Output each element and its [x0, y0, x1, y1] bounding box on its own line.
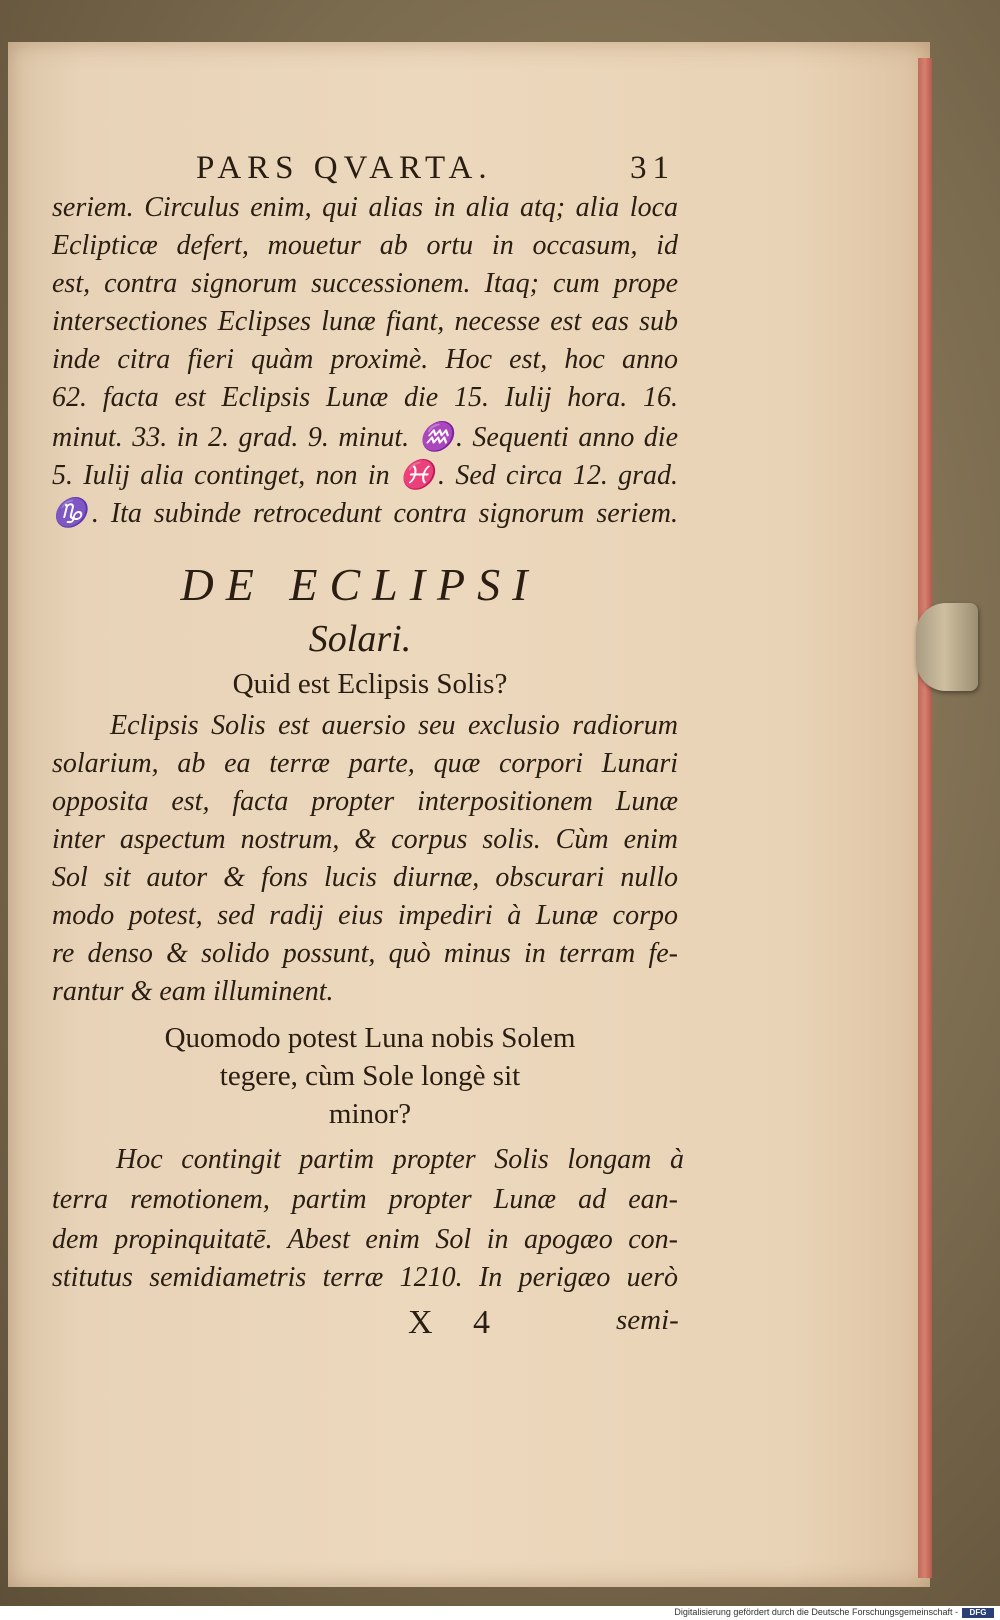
text-line: terra remotionem, partim propter Lunæ ad ean- [52, 1184, 678, 1215]
text-line: re denso & solido possunt, quò minus in terram fe- [52, 938, 678, 969]
text-line: est, contra signorum successionem. Itaq; cum prope [52, 268, 678, 299]
section-title: DE ECLIPSI [180, 559, 540, 610]
text-line: seriem. Circulus enim, qui alias in alia atq; alia loca [52, 192, 678, 223]
text-line: intersectiones Eclipses lunæ fiant, necesse est eas sub [52, 306, 678, 337]
text-line: inter aspectum nostrum, & corpus solis. Cùm enim [52, 824, 678, 855]
book-clasp [916, 603, 978, 691]
text-line: inde citra fieri quàm proximè. Hoc est, hoc anno [52, 344, 678, 375]
page-number: 31 [630, 150, 675, 186]
text-line: 5. Iulij alia continget, non in ♓. Sed circa 12. grad. [52, 460, 678, 491]
page-edge-red [918, 58, 932, 1578]
section-subtitle: Solari. [308, 618, 412, 660]
text-line: Eclipticæ defert, mouetur ab ortu in occasum, id [52, 230, 678, 261]
question-2-line: minor? [328, 1098, 412, 1130]
text-line: solarium, ab ea terræ parte, quæ corpori Lunari [52, 748, 678, 779]
question-2-line: tegere, cùm Sole longè sit [219, 1060, 521, 1092]
question-1: Quid est Eclipsis Solis? [232, 668, 508, 700]
catchword: semi- [616, 1304, 679, 1336]
text-line: minut. 33. in 2. grad. 9. minut. ♒. Sequenti anno die [52, 422, 678, 453]
text-line: opposita est, facta propter interpositionem Lunæ [52, 786, 678, 817]
question-2-line: Quomodo potest Luna nobis Solem [164, 1022, 576, 1054]
text-line: dem propinquitatē. Abest enim Sol in apogæo con- [52, 1224, 678, 1255]
text-line: ♑. Ita subinde retrocedunt contra signorum seriem. [52, 498, 678, 529]
dfg-logo: DFG [962, 1608, 994, 1618]
text-line: stitutus semidiametris terræ 1210. In perigæo uerò [52, 1262, 678, 1293]
signature-mark: X 4 [408, 1304, 507, 1341]
digitization-credit: Digitalisierung gefördert durch die Deutsche Forschungsgemeinschaft - [674, 1607, 958, 1617]
text-line: Sol sit autor & fons lucis diurnæ, obscurari nullo [52, 862, 678, 893]
text-line: modo potest, sed radij eius impediri à Lunæ corpo [52, 900, 678, 931]
text-line: Hoc contingit partim propter Solis longam à [116, 1144, 684, 1175]
text-line: Eclipsis Solis est auersio seu exclusio radiorum [110, 710, 678, 741]
text-line: 62. facta est Eclipsis Lunæ die 15. Iulij hora. 16. [52, 382, 678, 413]
running-head-title: PARS QVARTA. [196, 150, 493, 186]
digitization-footer [0, 1606, 1000, 1620]
text-line: rantur & eam illuminent. [52, 976, 334, 1007]
